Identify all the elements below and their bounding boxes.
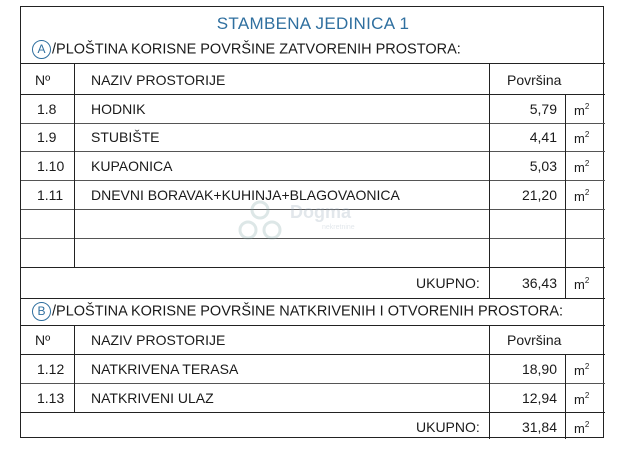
row-unit: $m^2$	[574, 362, 590, 378]
section-a-marker: A	[32, 40, 51, 59]
col-no-header: Nº	[35, 72, 51, 88]
row-no: 1.11	[37, 187, 64, 203]
divider	[21, 267, 605, 268]
row-name: HODNIK	[91, 101, 146, 117]
row-unit: $m^2$	[574, 391, 590, 407]
divider	[21, 325, 605, 326]
row-area: 5,03	[529, 158, 557, 174]
column-divider	[489, 325, 490, 439]
watermark-text: Dogma	[290, 202, 352, 222]
divider	[21, 180, 605, 181]
row-no: 1.12	[37, 361, 65, 377]
section-a-heading-text: /PLOŠTINA KORISNE POVRŠINE ZATVORENIH PROSTORA:	[52, 41, 461, 58]
unit-title: STAMBENA JEDINICA 1	[216, 14, 410, 33]
column-divider	[565, 354, 566, 439]
divider	[21, 298, 605, 299]
column-divider	[74, 63, 75, 267]
section-b-heading-text: /PLOŠTINA KORISNE POVRŠINE NATKRIVENIH I OTVORENIH PROSTORA:	[52, 303, 564, 320]
total-value: 36,43	[521, 275, 557, 291]
divider	[21, 383, 605, 384]
row-name: STUBIŠTE	[91, 129, 160, 145]
column-divider	[489, 63, 490, 298]
watermark-subtext: nekretnine	[322, 224, 355, 231]
watermark-logo-icon	[232, 196, 288, 252]
column-divider	[565, 94, 566, 298]
row-area: 21,20	[521, 187, 557, 203]
col-area-header: Površina	[507, 332, 562, 348]
row-unit: $m^2$	[574, 188, 590, 204]
row-unit: $m^2$	[574, 159, 590, 175]
col-name-header: NAZIV PROSTORIJE	[91, 332, 226, 348]
col-name-header: NAZIV PROSTORIJE	[91, 72, 226, 88]
divider	[21, 63, 605, 64]
total-value: 31,84	[521, 419, 557, 435]
row-name: NATKRIVENI ULAZ	[91, 390, 214, 406]
row-area: 12,94	[521, 390, 557, 406]
section-a-heading	[32, 40, 461, 59]
total-unit: $m^2$	[574, 420, 590, 436]
row-unit: $m^2$	[574, 130, 590, 146]
row-no: 1.10	[37, 158, 65, 174]
row-no: 1.13	[37, 390, 65, 406]
row-no: 1.8	[37, 101, 57, 117]
total-label: UKUPNO:	[416, 419, 480, 435]
row-area: 4,41	[529, 129, 557, 145]
section-b-heading	[32, 302, 563, 321]
row-name: KUPAONICA	[91, 158, 173, 174]
col-area-header: Površina	[507, 72, 562, 88]
divider	[21, 354, 605, 355]
divider	[21, 151, 605, 152]
row-no: 1.9	[37, 129, 57, 145]
row-unit: $m^2$	[574, 102, 590, 118]
watermark	[232, 196, 402, 256]
section-b-marker: B	[32, 302, 51, 321]
row-area: 18,90	[521, 361, 557, 377]
divider	[21, 123, 605, 124]
row-name: DNEVNI BORAVAK+KUHINJA+BLAGOVAONICA	[91, 187, 400, 203]
divider	[21, 94, 605, 95]
divider	[21, 412, 605, 413]
row-area: 5,79	[529, 101, 557, 117]
col-no-header: Nº	[35, 332, 51, 348]
total-unit: $m^2$	[574, 276, 590, 292]
row-name: NATKRIVENA TERASA	[91, 361, 239, 377]
column-divider	[74, 325, 75, 412]
total-label: UKUPNO:	[416, 275, 480, 291]
